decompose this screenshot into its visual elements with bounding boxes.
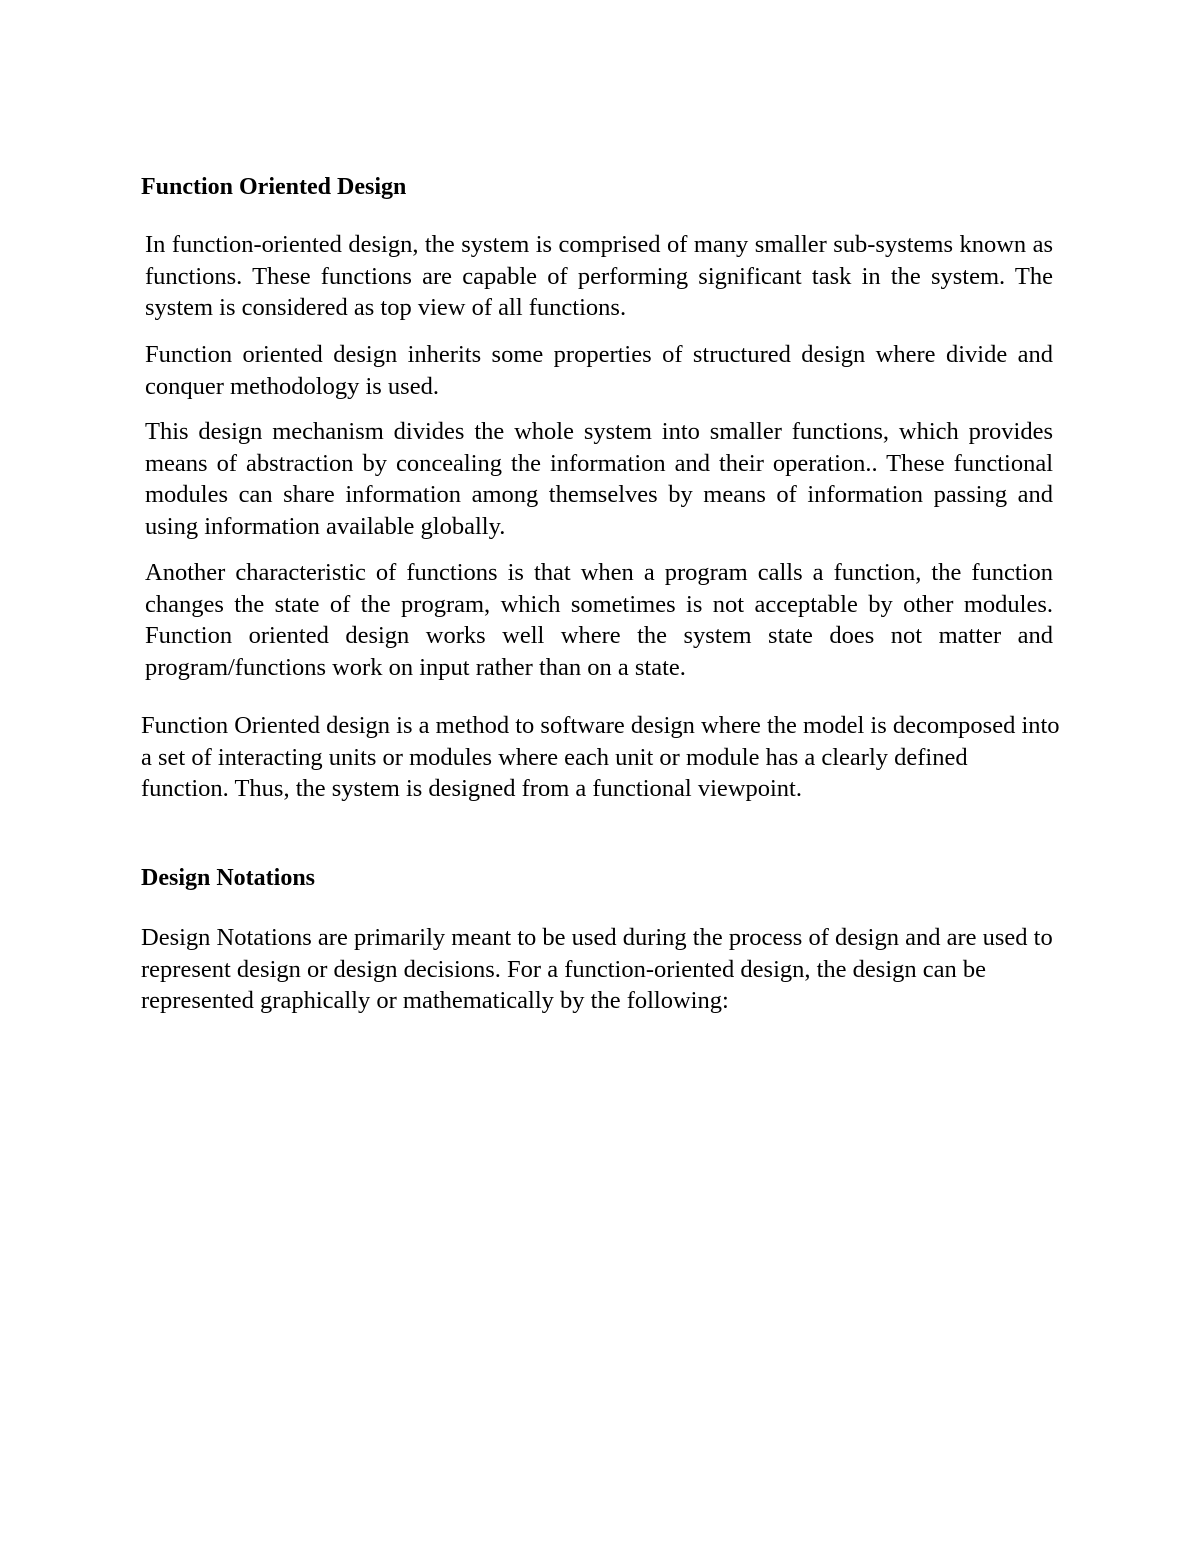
section-heading-design-notations: Design Notations <box>141 865 316 891</box>
paragraph-intro: In function-oriented design, the system is comprised of many smaller sub-systems known as functions. These functions are capable of performing significant task in the system. The system is considered as top view of all functions. <box>145 231 1053 321</box>
section-heading-function-oriented-design: Function Oriented Design <box>141 174 407 200</box>
paragraph-definition: Function Oriented design is a method to software design where the model is decomposed into a set of interacting units or modules where each unit or module has a clearly defined function. Thus, the system is designed from a functional viewpoint. <box>141 712 1060 802</box>
paragraph-design-notations: Design Notations are primarily meant to be used during the process of design and are used to represent design or design decisions. For a function-oriented design, the design can be represented graphically or mathematically by the following: <box>141 924 1053 1014</box>
paragraph-structured-design: Function oriented design inherits some properties of structured design where divide and conquer methodology is used. <box>145 341 1053 400</box>
paragraph-mechanism: This design mechanism divides the whole system into smaller functions, which provides means of abstraction by concealing the information and their operation.. These functional modules can share information among themselves by means of information passing and using information available globally. <box>145 418 1053 540</box>
paragraph-characteristic: Another characteristic of functions is that when a program calls a function, the function changes the state of the program, which sometimes is not acceptable by other modules. Function oriented design works well where the system state does not matter and program/functions work on input rather than on a state. <box>145 559 1053 681</box>
